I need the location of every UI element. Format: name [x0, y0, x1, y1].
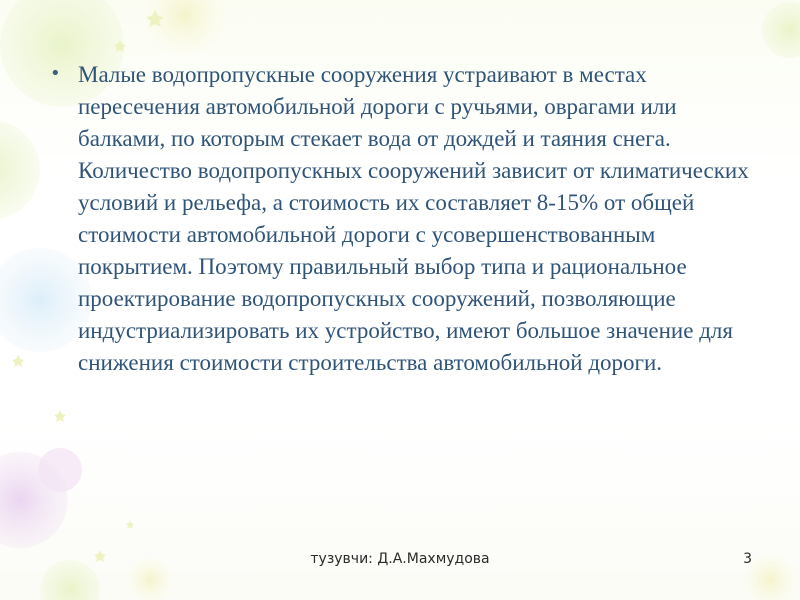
- footer-author: тузувчи: Д.А.Махмудова: [310, 551, 490, 567]
- bubble-green-right: [762, 2, 800, 58]
- bubble-green-left: [0, 120, 40, 220]
- page-number: 3: [743, 551, 752, 567]
- bullet-item: [50, 58, 750, 379]
- bubble-green-bottom: [40, 560, 100, 600]
- bullet-icon: •: [50, 63, 61, 84]
- bubble-yellow-bottom: [128, 558, 172, 600]
- slide-content: [50, 58, 750, 379]
- bubble-yellow-top: [145, 0, 225, 55]
- bubble-pink-small: [38, 448, 82, 492]
- body-text: Малые водопропускные сооружения устраивают в местах пересечения автомобильной дороги с ручьями, оврагами или балками, по которым стекает вода от дождей и таяния снега. Количество водопропускных сооружений зависит от климатических условий и рельефа, а стоимость их составляет 8-15% от общей стоимости автомобильной дороги с усовершенствованным покрытием. Поэтому правильный выбор типа и рациональное проектирование водопропускных сооружений, позволяющие индустриализировать их устройство, имеют большое значение для снижения стоимости строительства автомобильной дороги.: [78, 62, 749, 375]
